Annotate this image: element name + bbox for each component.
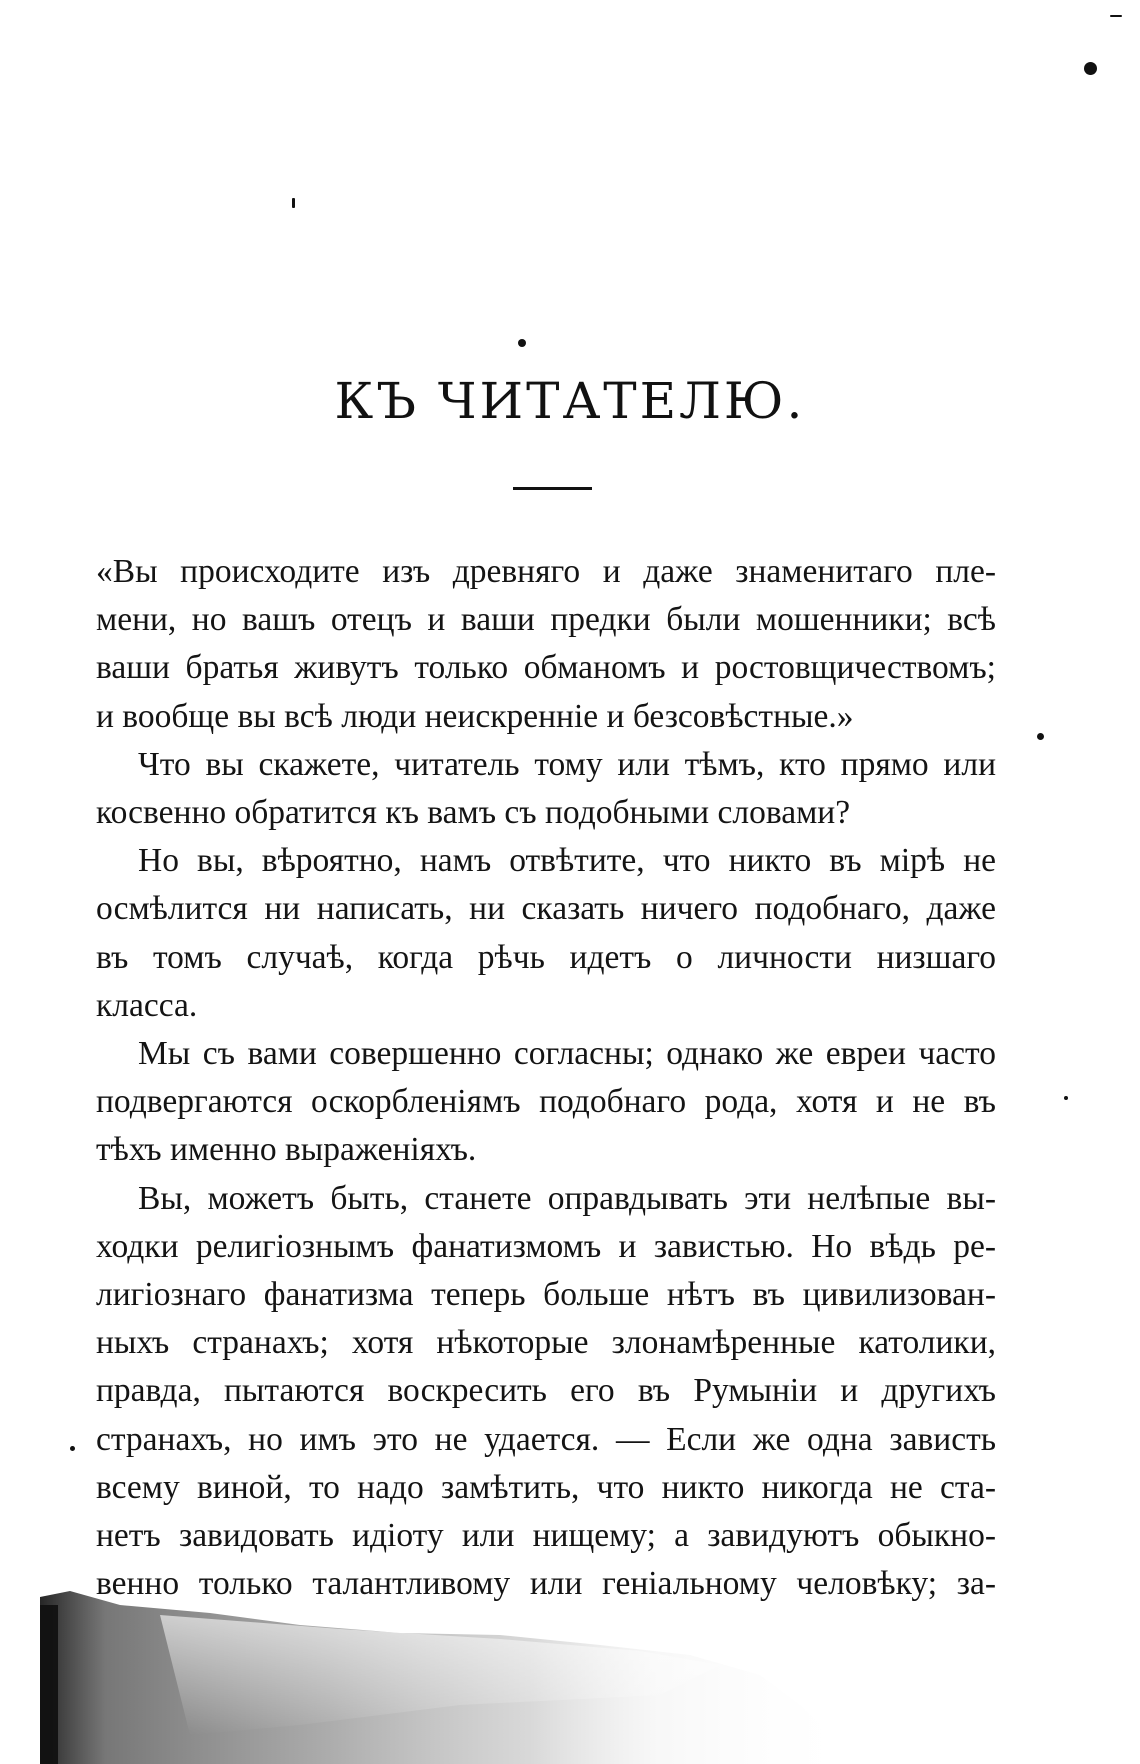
text-line: подвергаются оскорбленіямъ подобнаго рода, хотя и не въ: [96, 1083, 996, 1121]
text-line: лигіознаго фанатизма теперь больше нѣтъ въ цивилизован-: [96, 1276, 996, 1314]
text-line: венно только талантливому или геніальному человѣку; за-: [96, 1565, 996, 1603]
text-line: въ томъ случаѣ, когда рѣчь идетъ о личности низшаго: [96, 938, 996, 976]
text-line: мени, но вашъ отецъ и ваши предки были мошенники; всѣ: [96, 601, 996, 639]
text-line: «Вы происходите изъ древняго и даже знаменитаго пле-: [96, 553, 996, 590]
text-line: Но вы, вѣроятно, намъ отвѣтите, что никто въ мірѣ не: [138, 842, 996, 880]
text-line: класса.: [96, 986, 198, 1024]
smudge-edge: [40, 1605, 58, 1764]
text-line: ныхъ странахъ; хотя нѣкоторые злонамѣренные католики,: [96, 1324, 996, 1362]
text-line: нетъ завидовать идіоту или нищему; а завидуютъ обыкно-: [96, 1517, 996, 1555]
body-text: [96, 548, 996, 1608]
title-divider: [513, 487, 592, 490]
ink-speck: [1110, 15, 1122, 17]
ink-speck: [518, 339, 526, 347]
text-line: тѣхъ именно выраженіяхъ.: [96, 1131, 477, 1169]
text-line: ваши братья живутъ только обманомъ и ростовщичествомъ;: [96, 649, 996, 687]
text-line: странахъ, но имъ это не удается. — Если же одна зависть: [96, 1420, 996, 1458]
ink-speck: [1037, 733, 1044, 740]
text-line: и вообще вы всѣ люди неискренніе и безсовѣстные.»: [96, 697, 854, 735]
ink-speck: [1064, 1096, 1068, 1100]
ink-speck: [1084, 62, 1097, 75]
text-line: осмѣлится ни написать, ни сказать ничего подобнаго, даже: [96, 890, 996, 928]
ink-speck: [292, 198, 295, 208]
text-line: всему виной, то надо замѣтить, что никто никогда не ста-: [96, 1468, 996, 1506]
ink-speck: [70, 1446, 75, 1451]
scan-smudge: [40, 1585, 1140, 1764]
text-line: правда, пытаются воскресить его въ Румыніи и другихъ: [96, 1372, 996, 1410]
text-line: Вы, можетъ быть, станете оправдывать эти нелѣпые вы-: [138, 1179, 996, 1217]
text-line: ходки религіознымъ фанатизмомъ и завистью. Но вѣдь ре-: [96, 1227, 996, 1265]
text-line: Мы съ вами совершенно согласны; однако же евреи часто: [138, 1035, 996, 1073]
text-line: Что вы скажете, читатель тому или тѣмъ, кто прямо или: [138, 745, 996, 783]
text-line: косвенно обратится къ вамъ съ подобными словами?: [96, 794, 851, 832]
page-title: КЪ ЧИТАТЕЛЮ.: [334, 372, 806, 430]
